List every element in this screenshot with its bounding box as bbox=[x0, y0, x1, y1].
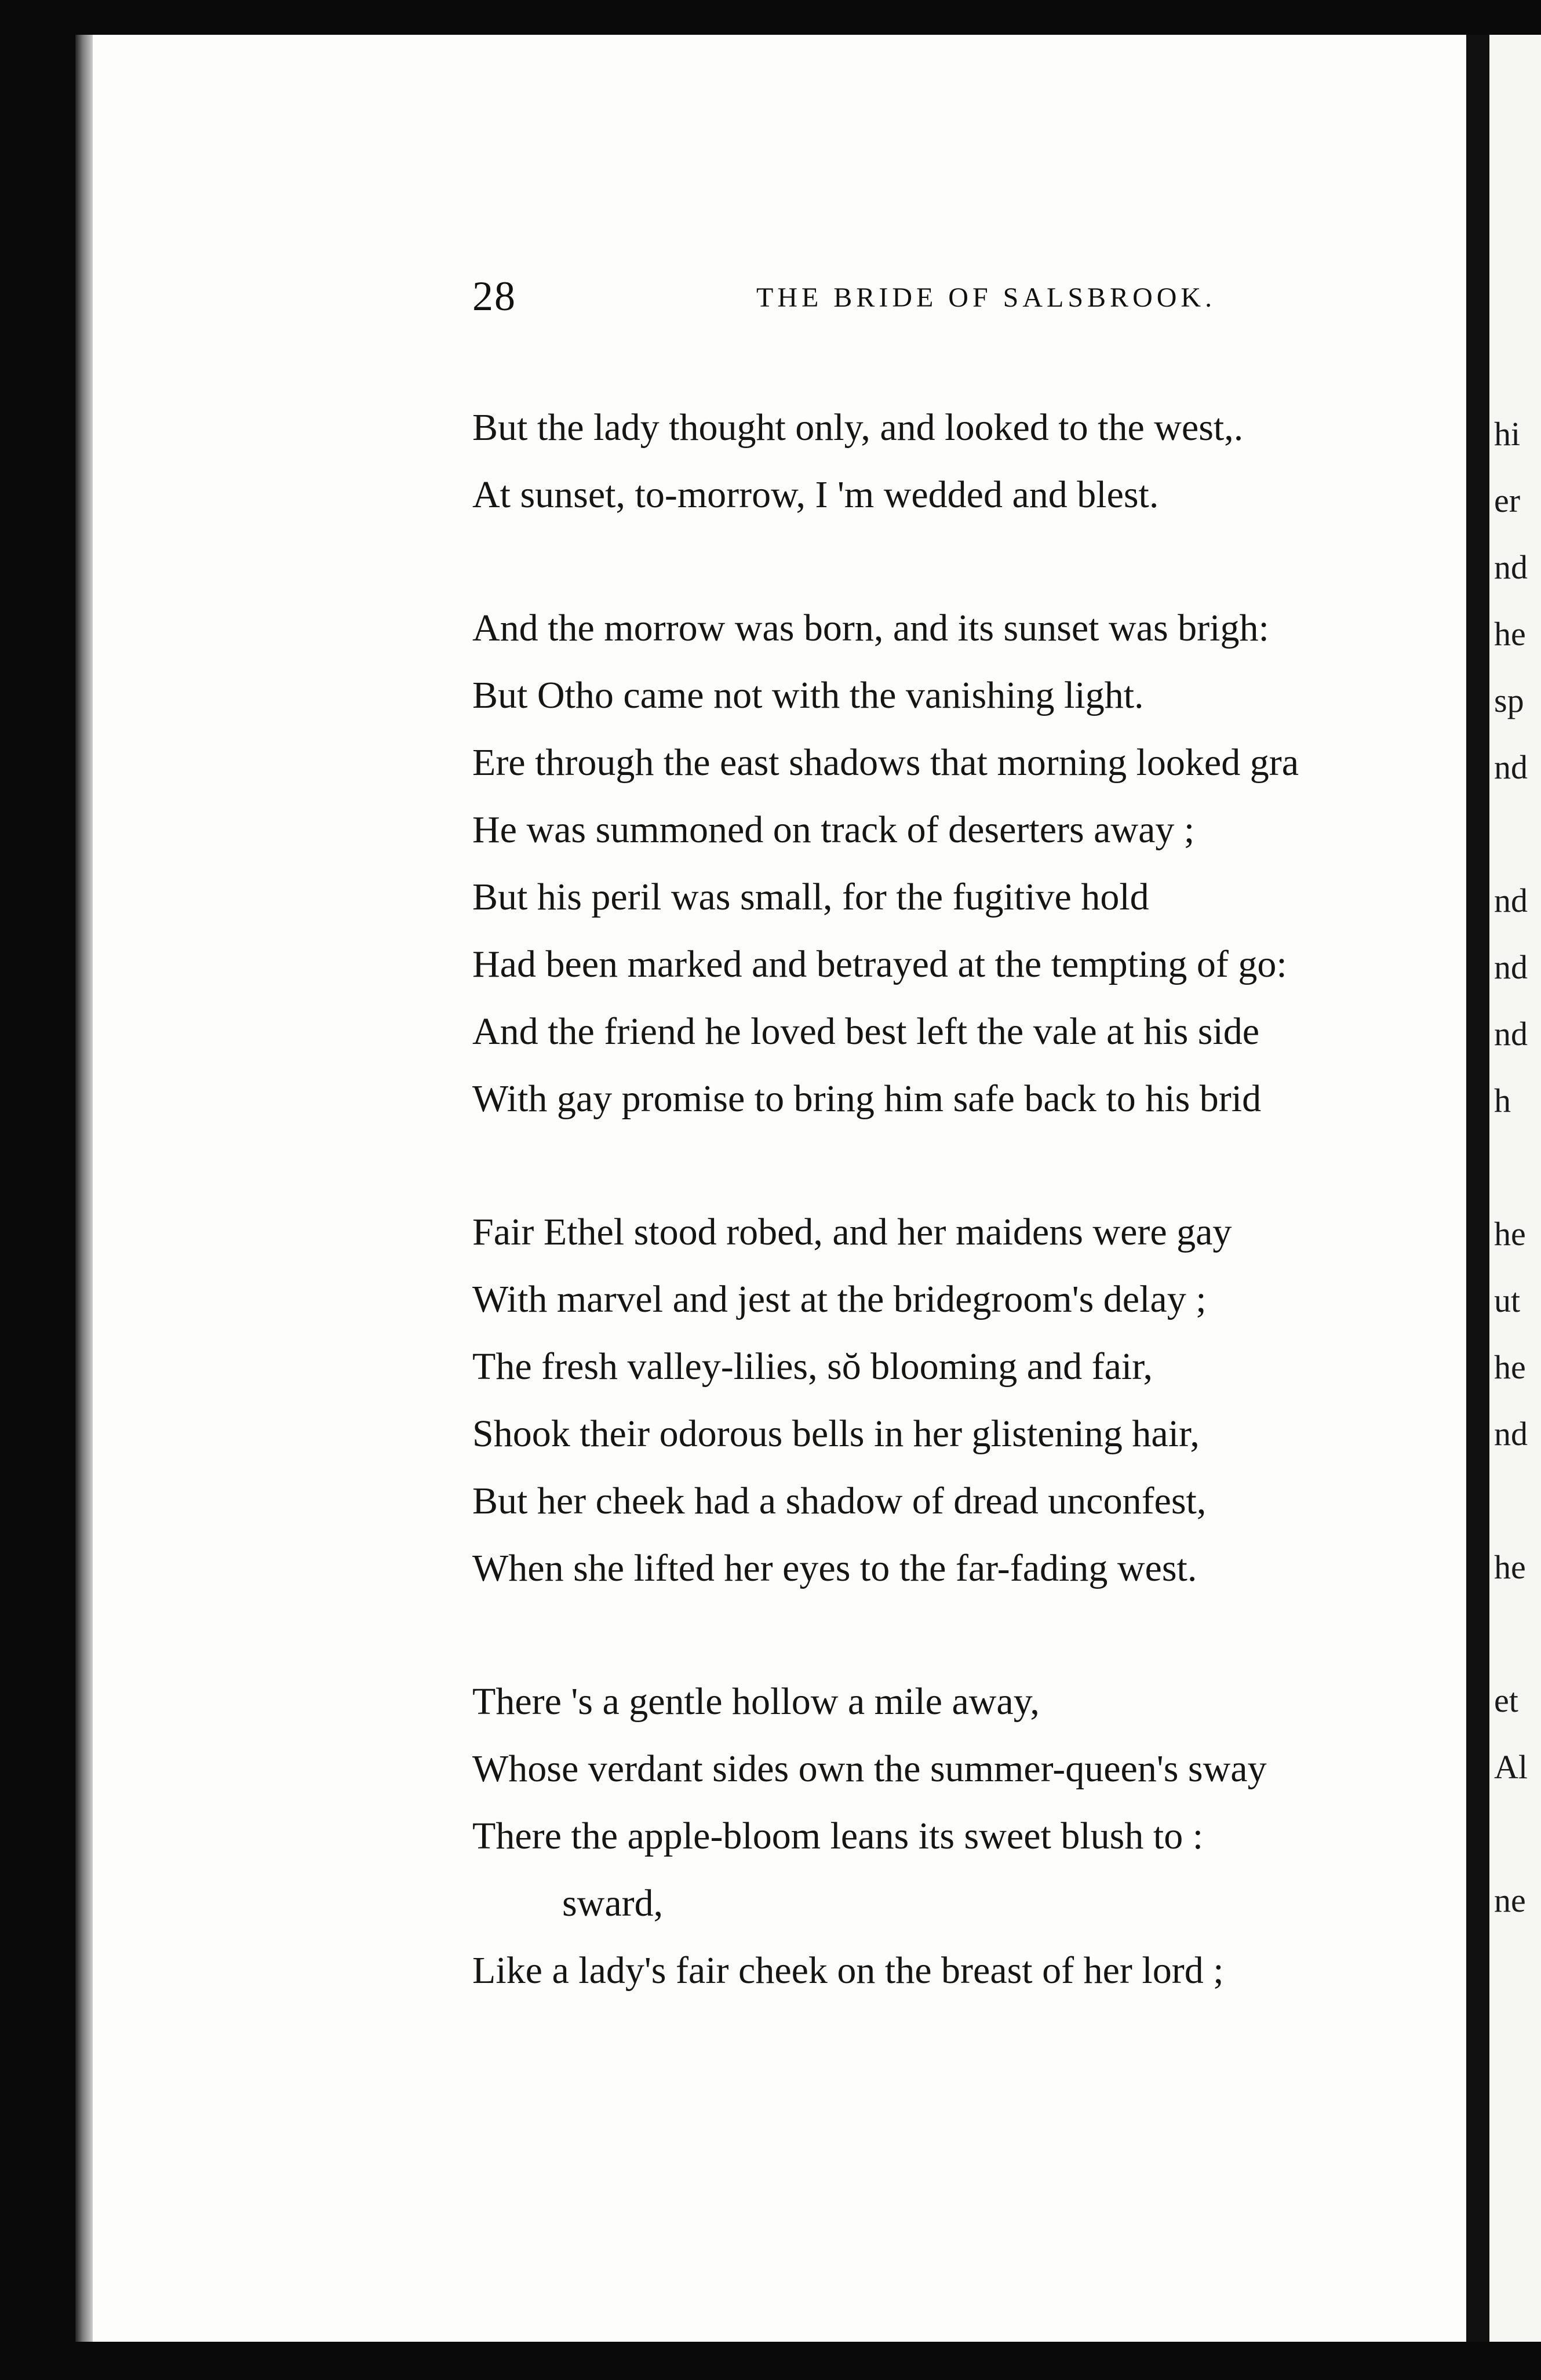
running-head bbox=[472, 272, 1411, 330]
verse-line: The fresh valley-lilies, sŏ blooming and fair, bbox=[472, 1345, 1153, 1388]
verse-line: Ere through the east shadows that morning looked gra bbox=[472, 741, 1299, 784]
verse-line: And the friend he loved best left the vale at his side bbox=[472, 1010, 1260, 1053]
poem-body bbox=[472, 394, 1475, 2004]
verse-line: There 's a gentle hollow a mile away, bbox=[472, 1680, 1040, 1723]
stanza-break bbox=[472, 529, 1475, 595]
verse-line: And the morrow was born, and its sunset was brigh: bbox=[472, 607, 1269, 649]
running-title: THE BRIDE OF SALSBROOK. bbox=[756, 282, 1216, 313]
facing-fragment: he bbox=[1494, 1548, 1526, 1586]
facing-fragment: h bbox=[1494, 1082, 1511, 1119]
verse-line: With gay promise to bring him safe back to his brid bbox=[472, 1078, 1262, 1120]
page-number: 28 bbox=[472, 273, 516, 319]
facing-fragment: sp bbox=[1494, 682, 1524, 719]
facing-fragment: er bbox=[1494, 482, 1521, 519]
stanza-break bbox=[472, 1133, 1475, 1199]
verse-line: Had been marked and betrayed at the tempting of go: bbox=[472, 943, 1287, 985]
verse-line-continuation: sward, bbox=[562, 1882, 664, 1924]
facing-fragment: nd bbox=[1494, 1015, 1528, 1053]
page-edge-shadow bbox=[75, 35, 93, 2342]
stanza bbox=[472, 1199, 1475, 1602]
verse-line: Fair Ethel stood robed, and her maidens were gay bbox=[472, 1211, 1232, 1253]
verse-line: But the lady thought only, and looked to the west,. bbox=[472, 406, 1244, 449]
facing-fragment: et bbox=[1494, 1682, 1518, 1719]
verse-line: He was summoned on track of deserters away ; bbox=[472, 809, 1195, 851]
facing-fragment: nd bbox=[1494, 548, 1528, 586]
stanza bbox=[472, 394, 1475, 529]
facing-page-strip bbox=[1489, 35, 1541, 2342]
facing-fragment: he bbox=[1494, 1215, 1526, 1253]
facing-fragment: he bbox=[1494, 1348, 1526, 1386]
facing-fragment: he bbox=[1494, 615, 1526, 653]
verse-line: When she lifted her eyes to the far-fading west. bbox=[472, 1547, 1197, 1589]
facing-fragment: nd bbox=[1494, 948, 1528, 986]
facing-fragment: hi bbox=[1494, 415, 1521, 453]
verse-line: Shook their odorous bells in her glistening hair, bbox=[472, 1413, 1200, 1455]
facing-fragment: nd bbox=[1494, 882, 1528, 919]
stanza-break bbox=[472, 1602, 1475, 1668]
stanza bbox=[472, 595, 1475, 1133]
verse-line: But Otho came not with the vanishing light. bbox=[472, 674, 1144, 716]
verse-line: But her cheek had a shadow of dread unconfest, bbox=[472, 1480, 1207, 1522]
facing-fragment: nd bbox=[1494, 1415, 1528, 1453]
facing-fragment: ut bbox=[1494, 1282, 1521, 1319]
verse-line: But his peril was small, for the fugitive hold bbox=[472, 876, 1149, 918]
verse-line: With marvel and jest at the bridegroom's delay ; bbox=[472, 1278, 1207, 1320]
facing-fragment: ne bbox=[1494, 1882, 1526, 1919]
facing-fragment: Al bbox=[1494, 1748, 1528, 1786]
verse-line: There the apple-bloom leans its sweet blush to : bbox=[472, 1815, 1204, 1857]
stanza bbox=[472, 1668, 1475, 2004]
verse-line: Like a lady's fair cheek on the breast of her lord ; bbox=[472, 1949, 1224, 1992]
facing-fragment: nd bbox=[1494, 748, 1528, 786]
verse-line: Whose verdant sides own the summer-queen's sway bbox=[472, 1748, 1267, 1790]
verse-line: At sunset, to-morrow, I 'm wedded and blest. bbox=[472, 474, 1159, 516]
